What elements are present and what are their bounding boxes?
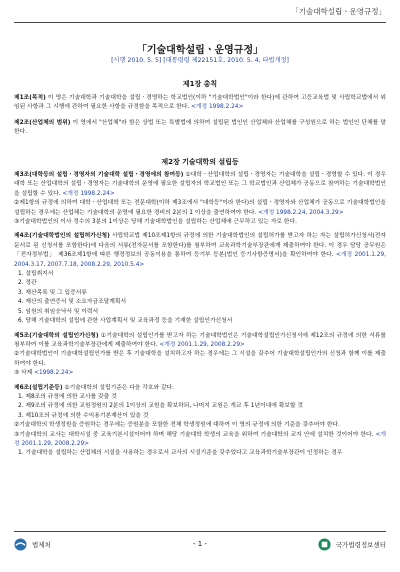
article-6-para-2: ②기술대학의 학생정원을 증원하는 경우에는 증원분을 포함한 전체 학생정원에 대하여 이 영의 규정에 의한 기준을 갖추어야 한다. bbox=[14, 422, 340, 429]
article-6-item: 3. 제10조의 규정에 의한 수익용기본재산이 있을 것 bbox=[18, 412, 149, 419]
article-3-para-2-text: ②제1항의 규정에 의하여 대학ㆍ산업대학 또는 전문대학(이하 제3조에서 "대학등"이라 한다)의 설립ㆍ경영자와 산업체가 공동으로 기술대학법인을 설립하는 경우에는 산업체는 기술대학의 운영에 필요한 경비의 2분의 1 이상을 출연하여야 한다. bbox=[14, 200, 386, 216]
law-center-logo-icon bbox=[318, 538, 331, 551]
document-subtitle: [시행 2010. 5. 5] [대통령령 제22151호, 2010. 5. 4, 타법개정] bbox=[111, 57, 289, 64]
article-1-text: 이 영은 기술대학과 기술대학을 설립ㆍ경영하는 학교법인(이하 "기술대학법인"이라 한다)에 관하여 고등교육법 및 사립학교법에서 위임된 사항과 그 시행에 관하여 필요한 사항을 규정함을 목적으로 한다. bbox=[14, 95, 386, 111]
running-header: 「기술대학설립ㆍ운영규정」 bbox=[291, 7, 386, 16]
article-6-item: 1. 기술대학을 설립하는 산업체의 시설을 사용하는 경우로서 교사의 시설기준을 갖추었다고 교육과학기술부장관이 인정하는 경우 bbox=[18, 450, 343, 457]
footer-right-label: 국가법령정보센터 bbox=[335, 541, 386, 549]
article-5-para-3-text: ③ 삭제 bbox=[14, 370, 33, 377]
chapter-1-body bbox=[14, 94, 386, 138]
footer-right bbox=[318, 538, 386, 551]
chapter-2-body bbox=[14, 171, 386, 459]
article-5-label: 제5조(기술대학의 설립인가신청) bbox=[14, 332, 99, 339]
article-3-para-3: ③기술대학법인의 이사 정수의 3분의 1이상은 당해 기술대학법인을 설립하는 산업체에 근무하고 있는 자로 한다. bbox=[14, 219, 297, 226]
article-3-para-1-note: <개정 1998.2.24> bbox=[60, 190, 115, 197]
chapter-2-heading: 제2장 기술대학의 설립등 bbox=[161, 158, 239, 166]
article-4-item: 5. 임원의 취임승낙서 및 이력서 bbox=[18, 308, 99, 315]
article-6-item: 1. 제8조의 규정에 의한 교사를 갖출 것 bbox=[18, 393, 117, 400]
article-4 bbox=[14, 232, 386, 270]
header-divider bbox=[14, 22, 386, 23]
article-3-label: 제3조(대학등의 설립ㆍ경영자의 기술대학 설립ㆍ경영에의 참여등) bbox=[14, 172, 184, 178]
article-6-para-1: ①기술대학의 설립기준은 다음 각호와 같다. bbox=[62, 384, 174, 391]
article-4-note: <개정 2001.1.29, 2004.3.17, 2007.7.18, 2008.2.29, 2010.5.4> bbox=[14, 252, 386, 268]
article-5-para-1: ①기술대학의 설립인가를 받고자 하는 기술대학법인은 기술대학설립인가신청서에 제12조의 규정에 의한 서류를 첨부하여 이를 교육과학기술부장관에게 제출하여야 한다. bbox=[14, 332, 386, 348]
page-footer bbox=[14, 538, 386, 554]
article-5-para-3-note: <1998.2.24> bbox=[32, 370, 74, 377]
article-4-item: 4. 재산의 출연증서 및 소요자금조달계획서 bbox=[18, 299, 127, 306]
article-5-para-3 bbox=[14, 369, 386, 378]
article-2-text: 이 영에서 "산업체"라 함은 상법 또는 특별법에 의하여 설립된 법인인 산업체와 산업체를 구성원으로 하는 법인인 단체를 말한다. bbox=[14, 119, 386, 136]
article-1-amendment-note: <개정 1998.2.24> bbox=[189, 104, 244, 111]
footer-left-label: 법제처 bbox=[32, 541, 51, 549]
article-4-item: 2. 정관 bbox=[18, 280, 37, 287]
article-4-item: 6. 당해 기술대학의 설립에 관한 사업계획서 및 교육과정 등을 기재한 설립인가신청서 bbox=[18, 318, 233, 325]
article-2 bbox=[14, 119, 386, 138]
article-1-label: 제1조(목적) bbox=[14, 95, 46, 101]
document-title: 「기술대학설립ㆍ운영규정」 bbox=[136, 45, 264, 56]
article-4-item: 1. 설립취지서 bbox=[18, 271, 54, 278]
chapter-1-heading: 제1장 총칙 bbox=[182, 80, 218, 88]
article-3 bbox=[14, 171, 386, 199]
footer-divider bbox=[14, 531, 386, 532]
article-6 bbox=[14, 384, 386, 393]
article-3-para-2 bbox=[14, 199, 386, 218]
article-4-label: 제4조(기술대학법인의 설립허가신청) bbox=[14, 233, 110, 240]
article-6-para-3-text: ③기술대학의 교사는 대학시설 중 교육기본시설이어야 하며 해당 기술대학 학생의 교육을 위하여 기술대학의 교지 안에 설치한 것이어야 한다. bbox=[14, 431, 374, 438]
article-2-label: 제2조(산업체의 범위) bbox=[14, 119, 71, 126]
article-5-para-1-note: <개정 2001.1.29, 2008.2.29> bbox=[157, 341, 245, 348]
article-6-para-3 bbox=[14, 431, 386, 450]
article-3-para-2-note: <개정 1998.2.24, 2004.3.29> bbox=[256, 209, 344, 216]
article-5-para-2: ②기술대학법인이 기술대학설립인가를 받은 후 기술대학을 설치하고자 하는 경우에는 그 시설을 갖추어 기술대학설립인가의 신청과 함께 이를 제출하여야 한다. bbox=[14, 351, 386, 367]
article-3-para-1: ①대학ㆍ산업대학의 설립ㆍ경영자는 기술대학을 설립ㆍ경영할 수 있다. 이 경우 대학 또는 산업대학의 설립ㆍ경영자는 기술대학의 운영에 필요한 설립자의 학교법인 또는 그 학교법인과 산업체가 공동으로 참여하는 기술대학법인을 설립할 수 있다. bbox=[14, 172, 386, 197]
article-6-item: 2. 제9조의 규정에 의한 교원정원의 2분의 1이상의 교원을 확보하되, 나머지 교원은 개교 후 1년이내에 확보할 것 bbox=[18, 403, 303, 410]
article-6-para-3-note: <개정 2001.1.29, 2008.2.29> bbox=[14, 431, 386, 447]
article-4-para-1: 사립학교법 제10조제1항의 규정에 의한 기술대학법인의 설립허가를 받고자 하는 자는 설립허가신청서(전자문서로 된 신청서를 포함한다)에 다음의 서류(전자문서를 포함한다)를 첨부하여 교육과학기술부장관에게 제출하여야 한다. 이 경우 담당 공무원은 「전자정부법」 제36조제1항에 따른 행정정보의 공동이용을 통하여 등기부 등본(법인 등기사항증명서)을 확인하여야 한다. bbox=[14, 233, 387, 259]
article-6-label: 제6조(설립기준등) bbox=[14, 384, 63, 391]
article-1 bbox=[14, 94, 386, 113]
article-5 bbox=[14, 332, 386, 351]
page-number: - 1 - bbox=[193, 540, 207, 548]
article-4-item: 3. 재산목록 및 그 입증서류 bbox=[18, 289, 87, 296]
